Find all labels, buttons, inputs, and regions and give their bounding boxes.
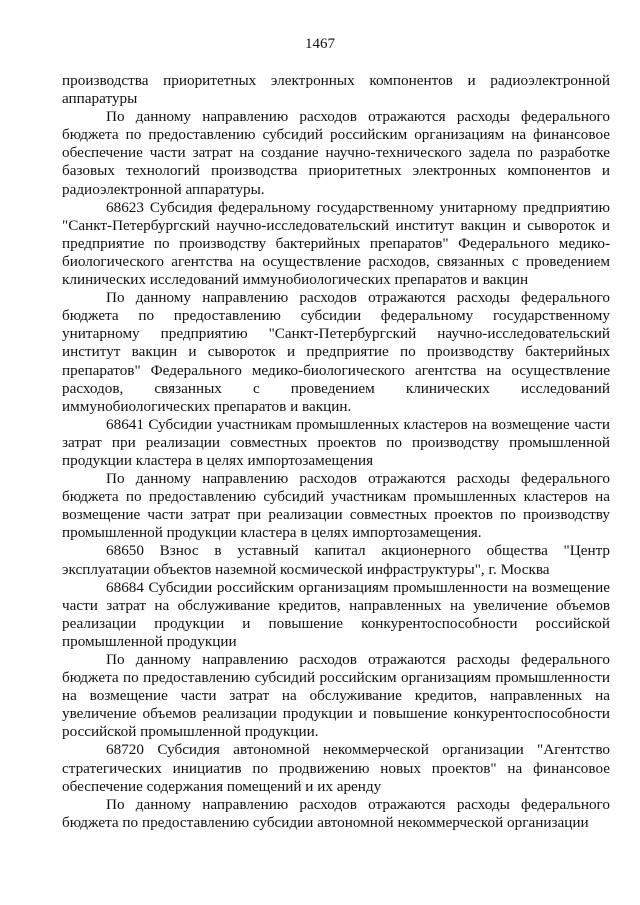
paragraph: 68641 Субсидии участникам промышленных кластеров на возмещение части затрат при реализации совместных проектов по производству промышленной продукции кластера в целях импортозамещения — [62, 415, 610, 469]
paragraph: По данному направлению расходов отражаются расходы федерального бюджета по предоставлению субсидии федеральному государственному унитарному предприятию "Санкт-Петербургский научно-исследовательский институт вакцин и сывороток и предприятие по производству бактерийных препаратов" Федерального медико-биологического агентства на осуществление расходов, связанных с проведением клинических исследований иммунобиологических препаратов и вакцин. — [62, 289, 610, 415]
paragraph: По данному направлению расходов отражаются расходы федерального бюджета по предоставлению субсидий участникам промышленных кластеров на возмещение части затрат при реализации совместных проектов по производству промышленной продукции кластера в целях импортозамещения. — [62, 470, 610, 542]
paragraph: По данному направлению расходов отражаются расходы федерального бюджета по предоставлению субсидии автономной некоммерческой организации — [62, 795, 610, 831]
paragraph: По данному направлению расходов отражаются расходы федерального бюджета по предоставлению субсидий российским организациям на финансовое обеспечение части затрат на создание научно-технического задела по разработке базовых технологий производства приоритетных электронных компонентов и радиоэлектронной аппаратуры. — [62, 108, 610, 198]
page-number: 1467 — [305, 36, 335, 52]
paragraph: производства приоритетных электронных компонентов и радиоэлектронной аппаратуры — [62, 72, 610, 108]
paragraph: 68623 Субсидия федеральному государственному унитарному предприятию "Санкт-Петербургский научно-исследовательский институт вакцин и сывороток и предприятие по производству бактерийных препаратов" Федерального медико-биологического агентства на осуществление расходов, связанных с проведением клинических исследований иммунобиологических препаратов и вакцин — [62, 198, 610, 289]
paragraph: 68650 Взнос в уставный капитал акционерного общества "Центр эксплуатации объектов наземной космической инфраструктуры", г. Москва — [62, 542, 610, 578]
document-body — [62, 72, 610, 832]
paragraph: 68684 Субсидии российским организациям промышленности на возмещение части затрат на обслуживание кредитов, направленных на увеличение объемов реализации продукции и повышение конкурентоспособности российской промышленной продукции — [62, 578, 610, 650]
paragraph: По данному направлению расходов отражаются расходы федерального бюджета по предоставлению субсидий российским организациям промышленности на возмещение части затрат на обслуживание кредитов, направленных на увеличение объемов реализации продукции и повышение конкурентоспособности российской промышленной продукции. — [62, 651, 610, 741]
paragraph: 68720 Субсидия автономной некоммерческой организации "Агентство стратегических инициатив по продвижению новых проектов" на финансовое обеспечение содержания помещений и их аренду — [62, 741, 610, 795]
